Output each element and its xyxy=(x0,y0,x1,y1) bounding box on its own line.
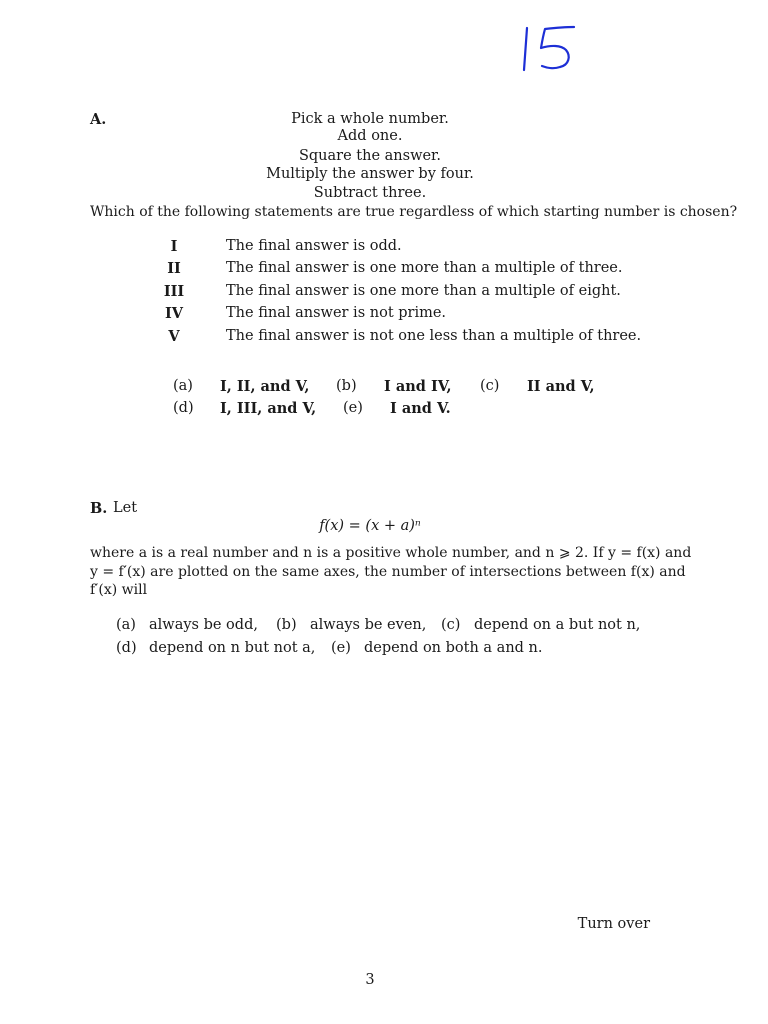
page-number: 3 xyxy=(365,972,375,988)
instruction-line: Subtract three. xyxy=(313,185,427,201)
instruction-line: Add one. xyxy=(337,128,403,144)
option-text: always be even, xyxy=(310,617,427,633)
option-label: (c) xyxy=(441,617,461,633)
question-b-body-line: where a is a real number and n is a positive whole number, and n ⩾ 2. If y = f(x) and xyxy=(90,545,692,561)
option-label: (b) xyxy=(336,378,357,394)
option-text: I, III, and V, xyxy=(220,400,317,417)
statement-number: III xyxy=(163,283,185,300)
option-label: (d) xyxy=(116,640,137,656)
option-label: (a) xyxy=(173,378,193,394)
instruction-line: Square the answer. xyxy=(298,148,442,164)
statement-number: II xyxy=(167,260,181,277)
option-label: (c) xyxy=(480,378,500,394)
option-label: (b) xyxy=(276,617,297,633)
statement-text: The final answer is not prime. xyxy=(226,305,447,321)
question-b-body-line: y = f′(x) are plotted on the same axes, the number of intersections between f(x) and xyxy=(90,564,686,580)
statement-number: IV xyxy=(164,305,184,322)
option-label: (e) xyxy=(343,400,363,416)
option-label: (e) xyxy=(331,640,351,656)
option-text: depend on n but not a, xyxy=(149,640,316,656)
instruction-line: Multiply the answer by four. xyxy=(266,166,474,182)
instruction-line: Pick a whole number. xyxy=(291,111,449,127)
option-text: depend on a but not n, xyxy=(474,617,641,633)
turn-over-text: Turn over xyxy=(577,916,650,932)
option-text: I and V. xyxy=(390,400,451,417)
option-text: depend on both a and n. xyxy=(364,640,543,656)
equation: f(x) = (x + a)ⁿ xyxy=(319,518,421,534)
statement-text: The final answer is not one less than a multiple of three. xyxy=(226,328,642,344)
option-label: (d) xyxy=(173,400,194,416)
option-text: II and V, xyxy=(527,378,595,395)
statement-number: V xyxy=(168,328,180,345)
question-a-prompt: Which of the following statements are true regardless of which starting number is chosen? xyxy=(90,204,738,220)
option-text: I, II, and V, xyxy=(220,378,310,395)
statement-text: The final answer is odd. xyxy=(226,238,402,254)
statement-text: The final answer is one more than a multiple of three. xyxy=(226,260,623,276)
statement-number: I xyxy=(170,238,178,255)
question-b-body-line: f′(x) will xyxy=(90,582,148,598)
option-text: I and IV, xyxy=(384,378,452,395)
handwritten-mark xyxy=(518,20,588,76)
option-text: always be odd, xyxy=(149,617,258,633)
statement-text: The final answer is one more than a multiple of eight. xyxy=(226,283,621,299)
question-b-label: B. xyxy=(90,500,108,517)
question-b-intro: Let xyxy=(113,500,138,516)
question-a-label: A. xyxy=(90,111,107,128)
option-label: (a) xyxy=(116,617,136,633)
